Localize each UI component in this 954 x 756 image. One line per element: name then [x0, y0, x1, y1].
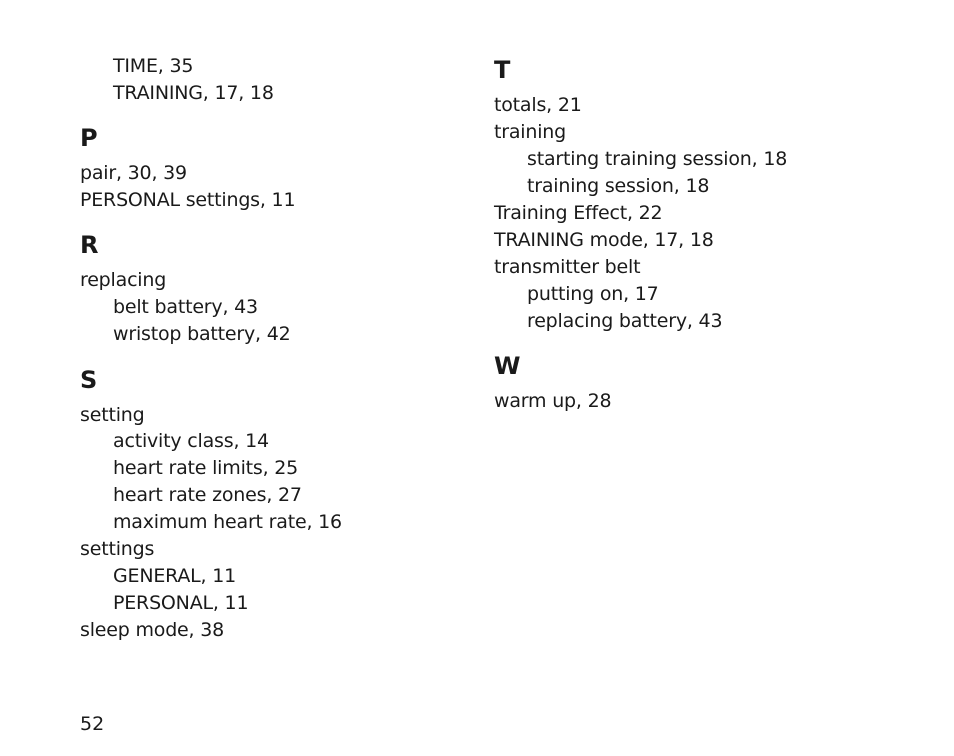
index-entry: transmitter belt: [494, 256, 641, 278]
index-entry: PERSONAL settings, 11: [80, 189, 296, 211]
section-letter-s: S: [80, 366, 98, 394]
index-entry: sleep mode, 38: [80, 619, 224, 641]
index-entry: settings: [80, 538, 155, 560]
index-entry: maximum heart rate, 16: [113, 511, 342, 533]
index-entry: training session, 18: [527, 175, 710, 197]
index-entry: replacing battery, 43: [527, 310, 723, 332]
index-entry: belt battery, 43: [113, 296, 258, 318]
index-entry: Training Effect, 22: [494, 202, 663, 224]
index-entry: pair, 30, 39: [80, 162, 187, 184]
index-entry: TIME, 35: [113, 55, 194, 77]
index-entry: GENERAL, 11: [113, 565, 237, 587]
index-entry: starting training session, 18: [527, 148, 788, 170]
index-entry: activity class, 14: [113, 430, 269, 452]
index-entry: wristop battery, 42: [113, 323, 291, 345]
section-letter-w: W: [494, 352, 521, 380]
index-entry: warm up, 28: [494, 390, 612, 412]
index-entry: training: [494, 121, 567, 143]
index-entry: replacing: [80, 269, 167, 291]
section-letter-p: P: [80, 124, 98, 152]
index-entry: heart rate limits, 25: [113, 457, 299, 479]
index-entry: putting on, 17: [527, 283, 659, 305]
index-entry: TRAINING mode, 17, 18: [494, 229, 714, 251]
index-entry: TRAINING, 17, 18: [113, 82, 274, 104]
index-entry: PERSONAL, 11: [113, 592, 249, 614]
section-letter-r: R: [80, 231, 99, 259]
section-letter-t: T: [494, 56, 511, 84]
page-number: 52: [80, 713, 105, 735]
index-entry: heart rate zones, 27: [113, 484, 302, 506]
index-entry: setting: [80, 404, 145, 426]
index-entry: totals, 21: [494, 94, 582, 116]
